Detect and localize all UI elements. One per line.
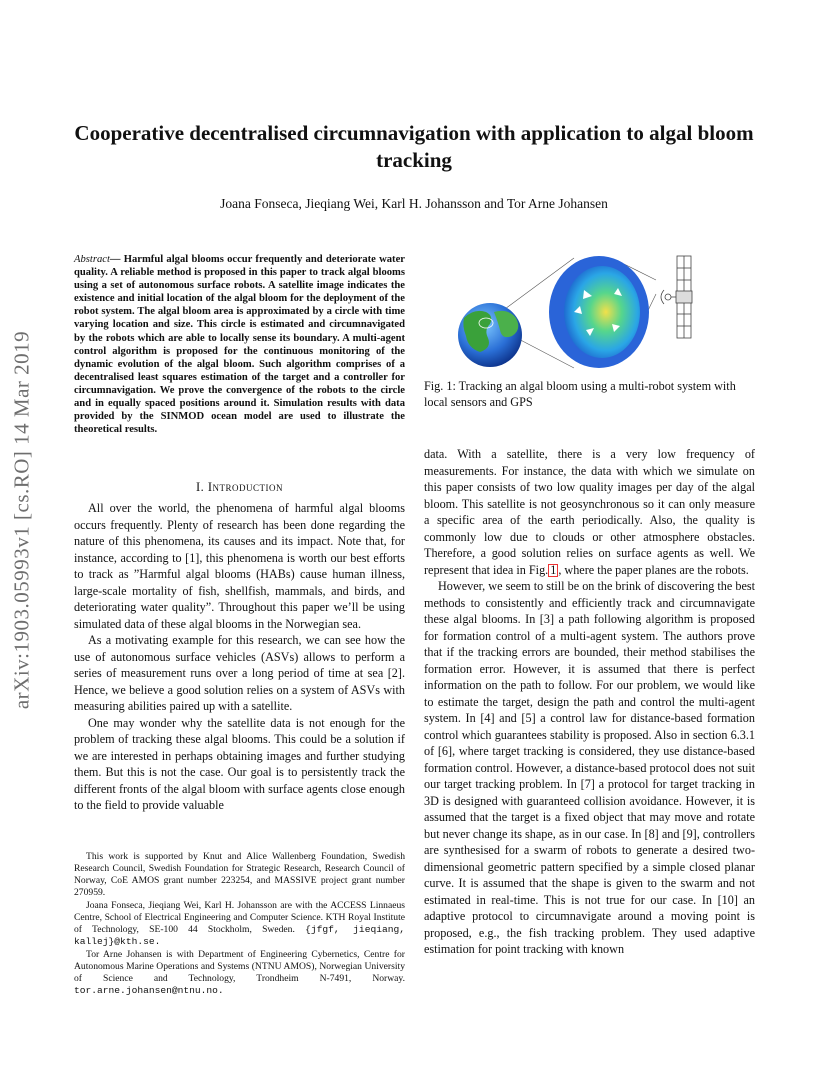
intro-paragraph: As a motivating example for this research, we can see how the use of autonomous surface vehicles (ASVs) allows to perform a series of measurement runs over a long period of time at sea [2]. Hence, we believe a good solution relies on a system of ASVs with measuring abilities paired up with a satellite. — [74, 633, 405, 713]
satellite-icon — [661, 256, 692, 338]
paper-authors: Joana Fonseca, Jieqiang Wei, Karl H. Johansson and Tor Arne Johansen — [220, 196, 608, 211]
intro-paragraph: One may wonder why the satellite data is not enough for the problem of tracking these algal blooms. This could be a solution if we are interested in perhaps obtaining images and further studying them. But this is not the case. Our goal is to persistently track the different fronts of the algal bloom with surface agents close enough to the field to provide valuable — [74, 715, 405, 812]
figure-1-illustration — [424, 250, 755, 375]
earth-globe — [458, 303, 522, 367]
paper-title: Cooperative decentralised circumnavigation with application to algal bloom tracking — [74, 121, 754, 172]
footnotes — [74, 851, 405, 998]
arxiv-stamp — [0, 0, 44, 1072]
intro-text — [74, 500, 405, 814]
figure-reference-link[interactable]: 1 — [550, 562, 557, 577]
algal-bloom-map — [549, 256, 649, 368]
right-paragraph-2: However, we seem to still be on the brink of discovering the best methods to consistently and efficiently track and circumnavigate these algal blooms. In [3] a path following algorithm is proposed for formation control of a multi-agent system. The authors prove that if the tracking errors are bounded, their method stabilises the formation error. However, it is assumed that there is perfect information on the path to follow. For our problem, we would like to estimate the target, design the path and control the multi-agent system. In [4] and [5] a control law for distance-based formation control which guarantees stability is proposed. Also in section 6.3.1 of [6], where target tracking is considered, they use distance-based formation control. However, a distance-based protocol does not suit our target tracking problem. In [7] a protocol for target tracking in 3D is designed with guaranteed collision avoidance. However, it is assumed that the target is a fixed object that may move and rotate but never change its shape, as in our case. In [8] and [9], controllers are synthesised for a swarm of robots to generate a desired two-dimensional geometric pattern specified by a simple closed planar curve. It is assumed that the shape is given to the swarm and not estimated in real-time. This is not true for our case. In [10] an adaptive protocol to circumnavigate around a moving point is proposed, e.g., the fish tracking problem. They used adaptive estimation for point tracking with known — [424, 579, 755, 956]
intro-paragraph: All over the world, the phenomena of harmful algal blooms occurs frequently. Plenty of research has been done regarding the nature of this phenomena, its causes and its impact. Note that, for instance, according to [1], this phenomena is worth our best efforts to track as ”Harmful algal blooms (HABs) cause human illness, large-scale mortality of fish, shellfish, mammals, and birds, and deteriorating water quality”. Throughout this paper we’ll be using simulated data of these algal blooms in the Norwegian sea. — [74, 501, 405, 631]
footnote-affiliation-2: Tor Arne Johansen is with Department of Engineering Cybernetics, Centre for Autonomous Marine Operations and Systems (NTNU AMOS), Norwegian University of Science and Technology, Trondheim N-7491, Norway. tor.arne.johansen@ntnu.no. — [74, 949, 405, 996]
abstract-text: — Harmful algal blooms occur frequently and deteriorate water quality. A reliable method is proposed in this paper to track algal blooms using a set of autonomous surface robots. A satellite image indicates the existence and initial location of the algal bloom for the deployment of the robot system. The algal bloom area is approximated by a circle with time varying location and size. This circle is estimated and circumnavigated by the robots which are able to locally sense its boundary. A multi-agent control algorithm is proposed for the continuous monitoring of the dynamic evolution of the algal bloom. Such algorithm comprises of a decentralised least squares estimation of the target and a controller for circumnavigation. We prove the convergence of the robots to the circle and in equally spaced positions around it. Simulation results with data provided by the SINMOD ocean model are used to illustrate the theoretical results. — [74, 254, 405, 436]
abstract — [74, 253, 405, 436]
figure-1-caption: Fig. 1: Tracking an algal bloom using a multi-robot system with local sensors and GPS — [424, 379, 736, 409]
author-email-ntnu[interactable]: tor.arne.johansen@ntnu.no. — [74, 985, 224, 996]
author-emails-kth[interactable]: {jfgf, jieqiang, kallej}@kth.se. — [74, 924, 405, 947]
abstract-label: Abstract — [74, 254, 110, 265]
right-column-text — [424, 446, 755, 958]
footnote-funding: This work is supported by Knut and Alice Wallenberg Foundation, Swedish Research Council, Swedish Foundation for Strategic Research, Research Council of Norway, CoE AMOS grant number 223254, and MASSIVE project grant number 270959. — [74, 851, 405, 898]
arxiv-stamp-text[interactable]: arXiv:1903.05993v1 [cs.RO] 14 Mar 2019 — [9, 330, 34, 710]
section-heading: I. Introduction — [195, 480, 284, 494]
right-paragraph-1: data. With a satellite, there is a very low frequency of measurements. For instance, the data with which we simulate on this paper consists of two low quality images per day of the algal bloom. This satellite is not geosynchronous so it can only measure a specific area of the earth periodically. Also, the quality is commonly low due to clouds or other atmosphere obstacles. Therefore, a good solution relies on surface agents as well. We represent that idea in Fig. 1 , where the paper planes are the robots. — [424, 447, 755, 577]
footnote-affiliation-1: Joana Fonseca, Jieqiang Wei, Karl H. Johansson are with the ACCESS Linnaeus Centre, School of Electrical Engineering and Computer Science. KTH Royal Institute of Technology, SE-100 44 Stockholm, Sweden. {jfgf, jieqiang, kallej}@kth.se. — [74, 900, 405, 947]
